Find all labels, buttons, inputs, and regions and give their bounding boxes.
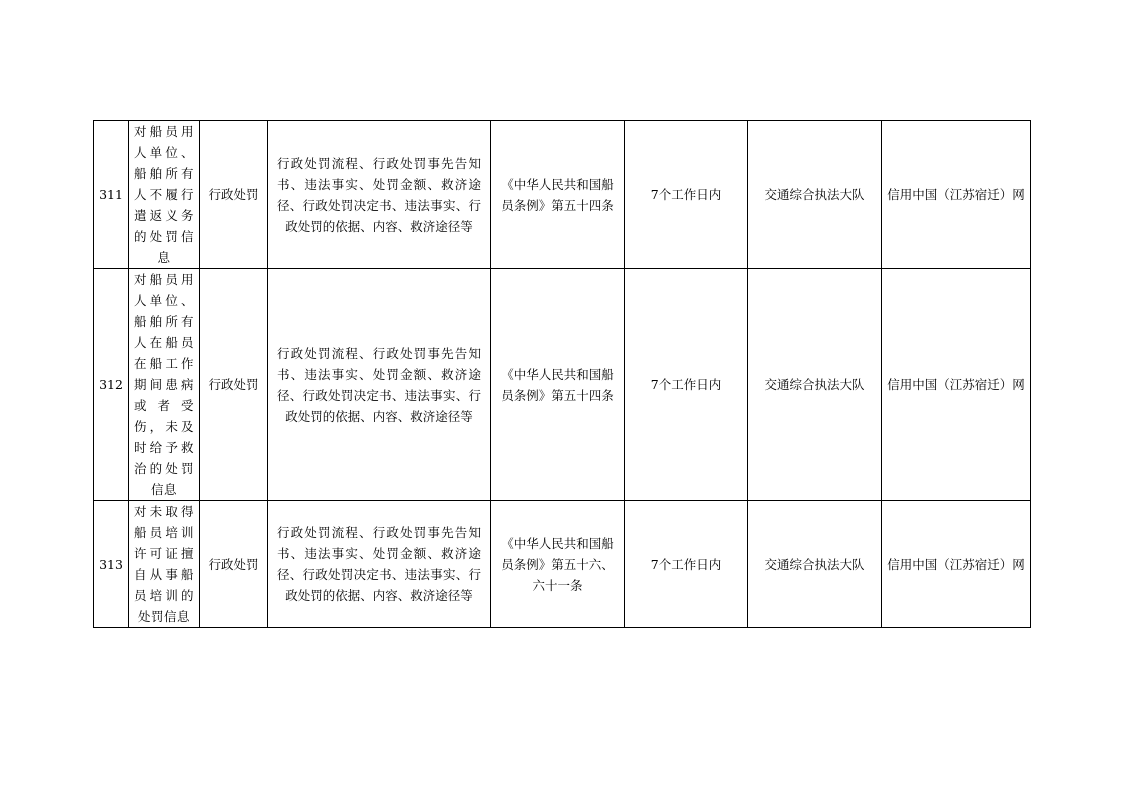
item-name: 对船员用人单位、船舶所有人在船员在船工作期间患病或者受伤，未及时给予救治的处罚信息 (134, 272, 194, 497)
publication-channel: 信用中国（江苏宿迁）网 (887, 377, 1025, 392)
time-limit-cell: 7个工作日内 (625, 121, 748, 269)
item-name-cell (129, 269, 200, 501)
basis-cell (491, 121, 625, 269)
category-cell: 行政处罚 (200, 269, 268, 501)
channel-cell (882, 121, 1031, 269)
table-row (94, 121, 1031, 269)
disclosure-content: 行政处罚流程、行政处罚事先告知书、违法事实、处罚金额、救济途径、行政处罚决定书、违法事实、行政处罚的依据、内容、救济途径等 (277, 345, 481, 424)
content-cell (268, 121, 491, 269)
item-name: 对未取得船员培训许可证擅自从事船员培训的处罚信息 (134, 504, 194, 624)
basis-cell (491, 269, 625, 501)
channel-cell (882, 269, 1031, 501)
department-cell: 交通综合执法大队 (748, 269, 882, 501)
legal-basis: 《中华人民共和国船员条例》第五十四条 (501, 366, 614, 403)
item-name-cell (129, 121, 200, 269)
category-cell: 行政处罚 (200, 121, 268, 269)
basis-cell (491, 501, 625, 628)
row-number: 311 (94, 121, 129, 269)
disclosure-table (93, 120, 1031, 628)
content-cell (268, 269, 491, 501)
row-number: 312 (94, 269, 129, 501)
disclosure-content: 行政处罚流程、行政处罚事先告知书、违法事实、处罚金额、救济途径、行政处罚决定书、违法事实、行政处罚的依据、内容、救济途径等 (277, 525, 481, 603)
time-limit-cell: 7个工作日内 (625, 501, 748, 628)
item-name: 对船员用人单位、船舶所有人不履行遣返义务的处罚信息 (134, 124, 194, 265)
publication-channel: 信用中国（江苏宿迁）网 (887, 187, 1025, 202)
category-cell: 行政处罚 (200, 501, 268, 628)
row-number: 313 (94, 501, 129, 628)
table-row (94, 269, 1031, 501)
legal-basis: 《中华人民共和国船员条例》第五十四条 (501, 176, 614, 213)
table-row (94, 501, 1031, 628)
publication-channel: 信用中国（江苏宿迁）网 (887, 556, 1025, 572)
channel-cell (882, 501, 1031, 628)
department-cell: 交通综合执法大队 (748, 121, 882, 269)
disclosure-content: 行政处罚流程、行政处罚事先告知书、违法事实、处罚金额、救济途径、行政处罚决定书、违法事实、行政处罚的依据、内容、救济途径等 (277, 155, 481, 234)
time-limit-cell: 7个工作日内 (625, 269, 748, 501)
department-cell: 交通综合执法大队 (748, 501, 882, 628)
content-cell (268, 501, 491, 628)
item-name-cell (129, 501, 200, 628)
legal-basis: 《中华人民共和国船员条例》第五十六、六十一条 (501, 535, 614, 593)
